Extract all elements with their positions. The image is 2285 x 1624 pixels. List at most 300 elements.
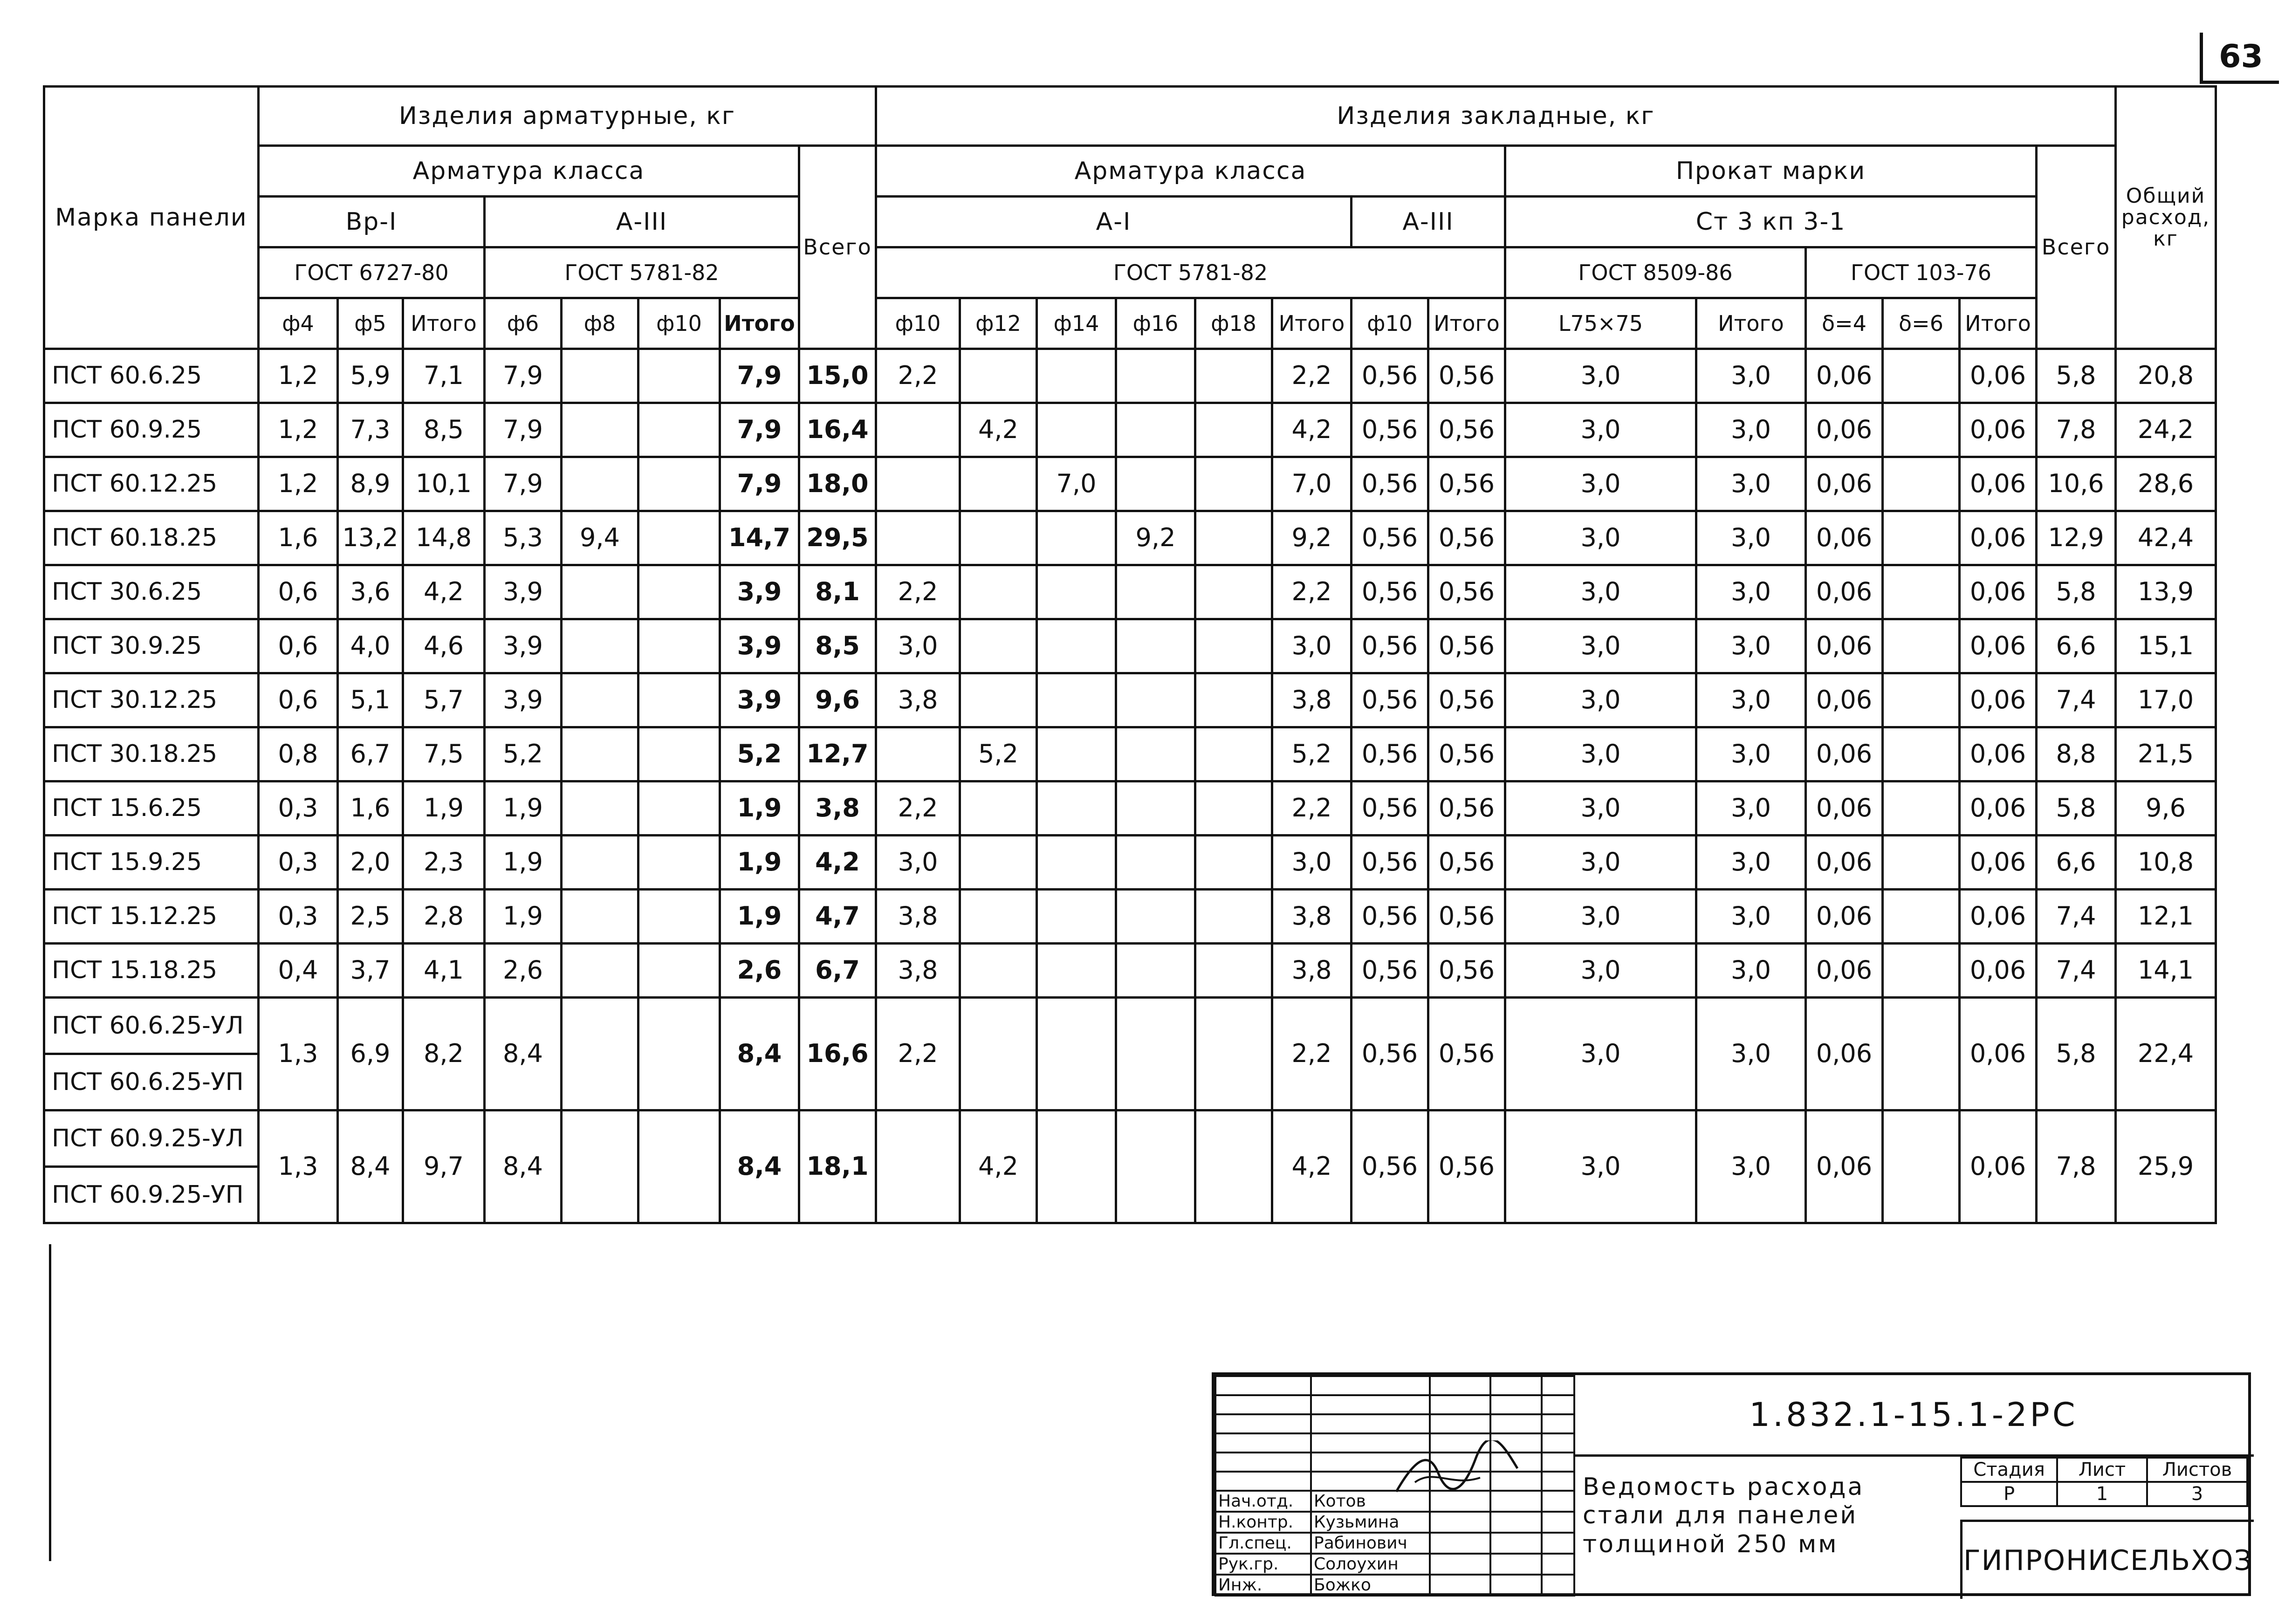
table-cell	[1195, 619, 1272, 673]
table-cell: 12,7	[799, 727, 876, 781]
table-cell: 3,0	[1505, 403, 1696, 457]
table-cell: 3,0	[1696, 457, 1806, 511]
table-cell: 5,1	[338, 673, 403, 727]
table-cell	[562, 998, 638, 1110]
table-cell: 3,9	[485, 673, 562, 727]
table-cell	[1883, 944, 1960, 998]
table-cell	[1037, 403, 1116, 457]
table-cell: 0,56	[1352, 1110, 1428, 1223]
table-cell: 4,2	[960, 1110, 1037, 1223]
table-cell: 10,1	[403, 457, 485, 511]
table-cell: 0,56	[1428, 1110, 1505, 1223]
table-cell: 1,9	[720, 781, 799, 836]
table-row	[44, 565, 2216, 619]
table-cell: 1,9	[720, 836, 799, 890]
table-cell	[1116, 457, 1195, 511]
panel-mark: ПСТ 60.6.25-УЛ	[44, 998, 259, 1054]
table-cell: 0,06	[1960, 457, 2037, 511]
table-cell: 0,56	[1352, 998, 1428, 1110]
table-cell: 3,0	[1696, 781, 1806, 836]
panel-mark: ПСТ 60.18.25	[44, 511, 259, 565]
table-cell	[1037, 511, 1116, 565]
table-cell: 5,7	[403, 673, 485, 727]
col-d5: ф5	[338, 298, 403, 349]
table-cell: 21,5	[2116, 727, 2216, 781]
gost-5781-b: ГОСТ 5781-82	[876, 247, 1505, 298]
table-row	[44, 511, 2216, 565]
table-cell: 1,9	[485, 781, 562, 836]
table-cell: 7,9	[720, 403, 799, 457]
panel-mark: ПСТ 30.12.25	[44, 673, 259, 727]
table-row	[44, 890, 2216, 944]
staff-name: Котов	[1311, 1491, 1430, 1512]
col-itogo2: Итого	[720, 298, 799, 349]
table-cell	[1195, 1110, 1272, 1223]
table-cell: 0,06	[1960, 619, 2037, 673]
table-cell: 0,56	[1428, 349, 1505, 403]
table-cell: 4,7	[799, 890, 876, 944]
col-e18: ф18	[1195, 298, 1272, 349]
table-cell: 7,8	[2037, 1110, 2116, 1223]
table-cell	[562, 781, 638, 836]
table-cell	[1037, 619, 1116, 673]
table-cell: 0,4	[259, 944, 338, 998]
table-cell: 6,7	[338, 727, 403, 781]
table-cell: 29,5	[799, 511, 876, 565]
table-cell: 8,4	[338, 1110, 403, 1223]
rebar-class-embedded-header: Арматура класса	[876, 146, 1505, 197]
panel-mark: ПСТ 30.18.25	[44, 727, 259, 781]
table-cell: 0,06	[1960, 781, 2037, 836]
panel-mark: ПСТ 60.6.25-УП	[44, 1054, 259, 1110]
table-cell: 1,6	[338, 781, 403, 836]
title-block-blank-row	[1215, 1376, 1574, 1395]
stage-value: Р	[1961, 1482, 2057, 1506]
table-cell	[1195, 511, 1272, 565]
table-cell: 7,4	[2037, 944, 2116, 998]
table-cell: 9,6	[2116, 781, 2216, 836]
table-cell: 0,06	[1960, 1110, 2037, 1223]
table-cell: 0,06	[1806, 349, 1883, 403]
panel-mark: ПСТ 15.18.25	[44, 944, 259, 998]
signature-cell	[1490, 1533, 1542, 1554]
table-cell	[1116, 890, 1195, 944]
table-cell: 7,8	[2037, 403, 2116, 457]
title-block-cell	[1311, 1395, 1430, 1414]
col-itogo1: Итого	[403, 298, 485, 349]
table-cell: 0,56	[1352, 781, 1428, 836]
table-cell: 5,2	[720, 727, 799, 781]
table-cell	[876, 403, 960, 457]
table-cell	[1883, 457, 1960, 511]
table-cell: 4,2	[799, 836, 876, 890]
table-cell	[960, 349, 1037, 403]
table-cell	[1037, 944, 1116, 998]
table-cell: 0,06	[1806, 781, 1883, 836]
table-row	[44, 619, 2216, 673]
steel-consumption-table	[43, 85, 2217, 1224]
table-cell: 8,5	[403, 403, 485, 457]
table-cell: 16,6	[799, 998, 876, 1110]
table-cell	[960, 781, 1037, 836]
table-cell: 3,8	[876, 890, 960, 944]
stage-label: Стадия	[1961, 1458, 2057, 1482]
rebar-products-header: Изделия арматурные, кг	[259, 87, 876, 146]
table-cell: 0,56	[1352, 890, 1428, 944]
gost-8509: ГОСТ 8509-86	[1505, 247, 1806, 298]
sheets-value: 3	[2147, 1482, 2247, 1506]
steel-grade: Ст 3 кп 3-1	[1505, 197, 2037, 247]
col-t4: δ=4	[1806, 298, 1883, 349]
col-itogo5: Итого	[1696, 298, 1806, 349]
table-cell	[1883, 403, 1960, 457]
col-t6: δ=6	[1883, 298, 1960, 349]
table-cell: 8,4	[485, 998, 562, 1110]
title-block-cell	[1215, 1414, 1311, 1433]
signature-cell	[1542, 1533, 1574, 1554]
table-cell	[1116, 349, 1195, 403]
table-cell: 4,6	[403, 619, 485, 673]
signature-cell	[1490, 1554, 1542, 1575]
gost-103: ГОСТ 103-76	[1806, 247, 2037, 298]
table-cell: 0,06	[1806, 944, 1883, 998]
title-block-cell	[1490, 1414, 1542, 1433]
table-cell: 7,4	[2037, 673, 2116, 727]
table-cell	[1116, 944, 1195, 998]
table-cell: 0,56	[1428, 890, 1505, 944]
title-block	[1212, 1372, 2251, 1596]
table-cell: 7,1	[403, 349, 485, 403]
panel-mark: ПСТ 15.9.25	[44, 836, 259, 890]
col-f10: ф10	[1352, 298, 1428, 349]
table-cell	[562, 349, 638, 403]
table-cell	[1116, 781, 1195, 836]
staff-role: Инж.	[1215, 1575, 1311, 1596]
title-block-cell	[1542, 1395, 1574, 1414]
table-cell	[1037, 349, 1116, 403]
table-cell: 42,4	[2116, 511, 2216, 565]
table-cell: 3,0	[1272, 836, 1352, 890]
staff-name: Солоухин	[1311, 1554, 1430, 1575]
col-d10: ф10	[638, 298, 720, 349]
sheet-value: 1	[2057, 1482, 2147, 1506]
table-cell: 20,8	[2116, 349, 2216, 403]
table-cell	[1195, 836, 1272, 890]
table-cell: 24,2	[2116, 403, 2216, 457]
title-block-cell	[1215, 1472, 1311, 1491]
table-cell: 5,2	[485, 727, 562, 781]
table-cell: 3,9	[485, 619, 562, 673]
table-cell: 5,2	[1272, 727, 1352, 781]
table-cell: 1,2	[259, 457, 338, 511]
table-cell: 0,56	[1428, 565, 1505, 619]
table-cell: 3,0	[1696, 673, 1806, 727]
table-cell: 4,0	[338, 619, 403, 673]
table-cell: 0,06	[1806, 836, 1883, 890]
table-cell: 3,0	[1505, 619, 1696, 673]
table-cell	[562, 890, 638, 944]
col-e14: ф14	[1037, 298, 1116, 349]
table-cell: 0,06	[1806, 511, 1883, 565]
col-itogo4: Итого	[1428, 298, 1505, 349]
table-cell	[638, 673, 720, 727]
table-row	[44, 457, 2216, 511]
document-title: Ведомость расхода стали для панелей толщиной 250 мм	[1583, 1473, 1865, 1558]
table-cell: 0,56	[1428, 781, 1505, 836]
table-cell	[638, 781, 720, 836]
table-cell: 1,9	[720, 890, 799, 944]
table-cell: 3,0	[1505, 349, 1696, 403]
table-cell: 0,56	[1428, 457, 1505, 511]
col-e16: ф16	[1116, 298, 1195, 349]
table-cell	[562, 1110, 638, 1223]
table-cell: 9,2	[1272, 511, 1352, 565]
rolled-grade-header: Прокат марки	[1505, 146, 2037, 197]
table-cell	[562, 673, 638, 727]
table-cell	[960, 673, 1037, 727]
table-cell	[1195, 403, 1272, 457]
table-cell	[876, 457, 960, 511]
table-cell: 12,1	[2116, 890, 2216, 944]
table-cell: 9,4	[562, 511, 638, 565]
signature-cell	[1430, 1533, 1490, 1554]
table-cell: 1,2	[259, 403, 338, 457]
table-cell: 3,6	[338, 565, 403, 619]
table-cell: 0,06	[1960, 836, 2037, 890]
table-cell	[876, 511, 960, 565]
staff-role: Гл.спец.	[1215, 1533, 1311, 1554]
title-block-cell	[1215, 1433, 1311, 1453]
table-cell	[1883, 349, 1960, 403]
table-cell	[1037, 565, 1116, 619]
table-cell: 2,2	[876, 565, 960, 619]
signature-cell	[1542, 1575, 1574, 1596]
table-cell	[1883, 565, 1960, 619]
title-block-cell	[1215, 1453, 1311, 1472]
panel-mark: ПСТ 60.9.25-УЛ	[44, 1110, 259, 1167]
left-border-line	[49, 1244, 51, 1561]
table-cell: 1,3	[259, 998, 338, 1110]
table-cell	[638, 890, 720, 944]
class-a3-embedded: А-III	[1352, 197, 1505, 247]
table-cell	[1037, 998, 1116, 1110]
table-cell	[960, 565, 1037, 619]
table-cell: 2,2	[1272, 998, 1352, 1110]
table-cell: 6,6	[2037, 836, 2116, 890]
table-cell: 3,8	[1272, 890, 1352, 944]
table-cell: 18,1	[799, 1110, 876, 1223]
table-cell: 3,9	[720, 619, 799, 673]
table-cell: 3,8	[876, 944, 960, 998]
title-block-cell	[1542, 1472, 1574, 1491]
staff-role: Н.контр.	[1215, 1512, 1311, 1533]
table-cell	[562, 836, 638, 890]
table-cell: 3,0	[876, 836, 960, 890]
table-cell: 0,56	[1352, 403, 1428, 457]
table-cell: 3,7	[338, 944, 403, 998]
sheet-label: Лист	[2057, 1458, 2147, 1482]
rebar-class-header: Арматура класса	[259, 146, 799, 197]
table-cell: 0,56	[1352, 836, 1428, 890]
table-cell: 10,8	[2116, 836, 2216, 890]
table-cell: 8,2	[403, 998, 485, 1110]
gost-5781-a: ГОСТ 5781-82	[485, 247, 799, 298]
panel-mark: ПСТ 15.12.25	[44, 890, 259, 944]
panel-mark: ПСТ 60.6.25	[44, 349, 259, 403]
table-cell	[638, 836, 720, 890]
sheet-number: 63	[2200, 33, 2279, 84]
table-cell: 7,9	[485, 457, 562, 511]
signature-cell	[1490, 1512, 1542, 1533]
table-cell	[638, 944, 720, 998]
table-cell: 0,6	[259, 673, 338, 727]
table-cell: 0,06	[1960, 565, 2037, 619]
panel-mark: ПСТ 15.6.25	[44, 781, 259, 836]
table-cell: 7,5	[403, 727, 485, 781]
table-cell: 0,3	[259, 781, 338, 836]
table-cell	[1883, 673, 1960, 727]
staff-name: Рабинович	[1311, 1533, 1430, 1554]
table-cell: 8,1	[799, 565, 876, 619]
title-block-cell	[1215, 1376, 1311, 1395]
table-row	[44, 403, 2216, 457]
table-cell: 8,5	[799, 619, 876, 673]
table-cell: 0,56	[1428, 836, 1505, 890]
table-cell	[562, 457, 638, 511]
table-cell: 0,56	[1428, 727, 1505, 781]
class-a3: А-III	[485, 197, 799, 247]
signature-cell	[1430, 1575, 1490, 1596]
table-cell: 1,6	[259, 511, 338, 565]
table-cell: 3,9	[720, 673, 799, 727]
table-cell: 7,9	[720, 457, 799, 511]
table-cell	[562, 944, 638, 998]
table-cell	[876, 1110, 960, 1223]
table-cell: 3,0	[1696, 619, 1806, 673]
signature-cell	[1430, 1554, 1490, 1575]
table-cell: 3,0	[876, 619, 960, 673]
table-cell	[1116, 998, 1195, 1110]
table-cell: 3,0	[1696, 727, 1806, 781]
table-cell: 3,0	[1505, 944, 1696, 998]
table-cell	[562, 403, 638, 457]
title-block-cell	[1430, 1395, 1490, 1414]
table-cell: 3,0	[1505, 727, 1696, 781]
table-cell	[562, 727, 638, 781]
table-cell: 9,7	[403, 1110, 485, 1223]
table-cell: 3,0	[1696, 890, 1806, 944]
table-cell: 0,56	[1428, 673, 1505, 727]
embedded-products-header: Изделия закладные, кг	[876, 87, 2116, 146]
mark-header: Марка панели	[44, 87, 259, 349]
table-cell	[1195, 565, 1272, 619]
panel-mark: ПСТ 60.9.25-УП	[44, 1167, 259, 1223]
table-cell: 0,56	[1428, 998, 1505, 1110]
table-cell: 3,0	[1505, 457, 1696, 511]
table-row	[44, 349, 2216, 403]
table-cell: 0,06	[1806, 890, 1883, 944]
table-cell: 18,0	[799, 457, 876, 511]
title-block-cell	[1542, 1453, 1574, 1472]
table-cell	[1116, 565, 1195, 619]
table-cell: 0,56	[1352, 457, 1428, 511]
table-cell: 3,0	[1696, 511, 1806, 565]
gost-6727: ГОСТ 6727-80	[259, 247, 485, 298]
panel-mark: ПСТ 60.9.25	[44, 403, 259, 457]
table-cell: 0,06	[1960, 944, 2037, 998]
table-cell: 0,8	[259, 727, 338, 781]
table-cell: 1,9	[403, 781, 485, 836]
staff-row	[1215, 1554, 1574, 1575]
table-cell: 2,0	[338, 836, 403, 890]
table-cell: 0,56	[1428, 619, 1505, 673]
table-cell	[1116, 403, 1195, 457]
table-cell: 6,6	[2037, 619, 2116, 673]
staff-name: Божко	[1311, 1575, 1430, 1596]
table-cell: 3,9	[485, 565, 562, 619]
stage-table	[1960, 1457, 2248, 1507]
table-cell: 3,8	[1272, 673, 1352, 727]
col-d8: ф8	[562, 298, 638, 349]
table-cell	[1116, 836, 1195, 890]
table-cell: 1,9	[485, 890, 562, 944]
table-cell	[960, 457, 1037, 511]
table-cell: 3,0	[1505, 781, 1696, 836]
table-cell: 22,4	[2116, 998, 2216, 1110]
table-cell: 3,0	[1505, 673, 1696, 727]
table-cell	[1195, 727, 1272, 781]
table-cell: 2,2	[876, 781, 960, 836]
table-cell: 0,06	[1806, 619, 1883, 673]
table-cell: 8,8	[2037, 727, 2116, 781]
table-cell: 13,9	[2116, 565, 2216, 619]
table-cell: 0,56	[1428, 403, 1505, 457]
table-row	[44, 1110, 2216, 1167]
table-cell	[1883, 781, 1960, 836]
table-cell: 13,2	[338, 511, 403, 565]
table-row	[44, 673, 2216, 727]
table-cell: 0,06	[1806, 403, 1883, 457]
table-cell: 4,2	[1272, 1110, 1352, 1223]
col-itogo6: Итого	[1960, 298, 2037, 349]
table-cell: 7,9	[720, 349, 799, 403]
document-code: 1.832.1-15.1-2РС	[1573, 1375, 2254, 1457]
table-cell: 1,9	[485, 836, 562, 890]
table-cell: 2,2	[1272, 565, 1352, 619]
table-cell: 3,8	[1272, 944, 1352, 998]
table-cell: 25,9	[2116, 1110, 2216, 1223]
table-cell: 0,06	[1960, 890, 2037, 944]
panel-mark: ПСТ 60.12.25	[44, 457, 259, 511]
table-cell: 3,0	[1696, 998, 1806, 1110]
table-cell: 0,56	[1428, 944, 1505, 998]
table-cell	[1195, 890, 1272, 944]
table-cell	[876, 727, 960, 781]
table-cell: 16,4	[799, 403, 876, 457]
table-cell	[960, 998, 1037, 1110]
table-cell	[1195, 457, 1272, 511]
table-cell: 6,7	[799, 944, 876, 998]
table-cell: 3,0	[1696, 349, 1806, 403]
table-row	[44, 781, 2216, 836]
table-cell: 5,8	[2037, 565, 2116, 619]
table-cell: 14,1	[2116, 944, 2216, 998]
table-cell: 3,0	[1505, 998, 1696, 1110]
panel-mark: ПСТ 30.6.25	[44, 565, 259, 619]
table-cell: 0,56	[1352, 565, 1428, 619]
table-cell: 0,06	[1806, 565, 1883, 619]
table-cell	[1883, 511, 1960, 565]
